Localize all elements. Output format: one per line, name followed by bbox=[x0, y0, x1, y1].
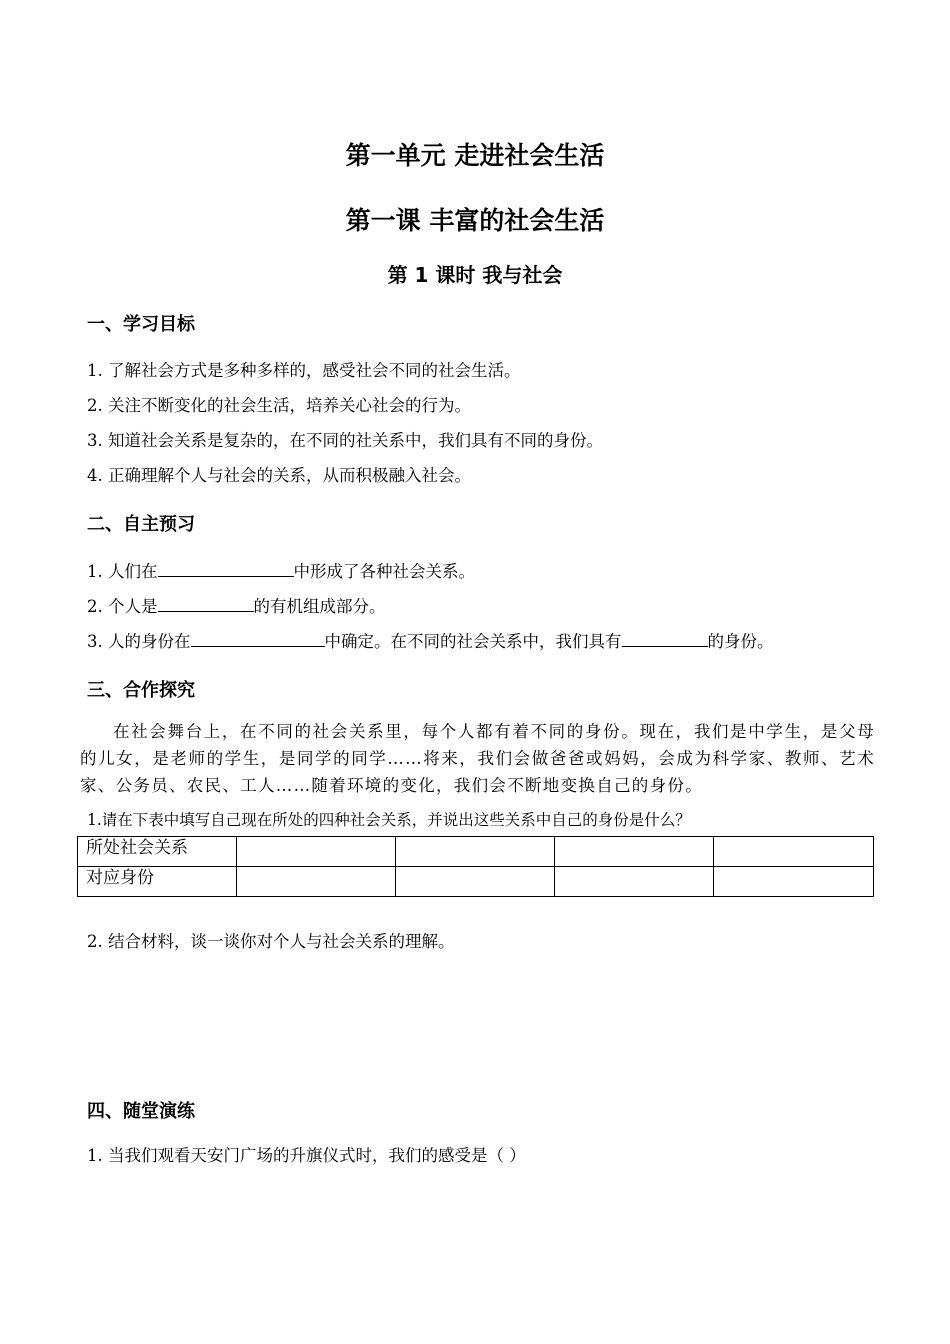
table-label-identity: 对应身份 bbox=[78, 867, 237, 897]
objective-item: 2. 关注不断变化的社会生活，培养关心社会的行为。 bbox=[87, 396, 471, 415]
section-heading-preview: 二、自主预习 bbox=[87, 514, 195, 535]
period-title: 第 1 课时 我与社会 bbox=[387, 263, 563, 287]
table-cell[interactable] bbox=[237, 867, 396, 897]
fill-blank[interactable] bbox=[191, 628, 325, 647]
preview-q2-before: 2. 个人是 bbox=[87, 597, 158, 616]
fill-blank[interactable] bbox=[158, 558, 294, 577]
objective-item: 4. 正确理解个人与社会的关系，从而积极融入社会。 bbox=[87, 466, 471, 485]
table-row bbox=[78, 867, 874, 897]
inquiry-paragraph: 在社会舞台上，在不同的社会关系里，每个人都有着不同的身份。现在，我们是中学生，是父母的儿女，是老师的学生，是同学的同学……将来，我们会做爸爸或妈妈，会成为科学家、教师、艺术家、公务员、农民、工人……随着环境的变化，我们会不断地变换自己的身份。 bbox=[80, 722, 875, 795]
preview-question-3 bbox=[87, 628, 774, 652]
lesson-title: 第一课 丰富的社会生活 bbox=[345, 206, 605, 235]
table-cell[interactable] bbox=[237, 837, 396, 867]
table-label-relations: 所处社会关系 bbox=[78, 837, 237, 867]
preview-question-2 bbox=[87, 593, 386, 617]
relationship-table bbox=[77, 836, 874, 897]
preview-q3-middle: 中确定。在不同的社会关系中，我们具有 bbox=[324, 632, 622, 651]
inquiry-question-2: 2. 结合材料，谈一谈你对个人与社会关系的理解。 bbox=[87, 932, 455, 951]
preview-q1-after: 中形成了各种社会关系。 bbox=[293, 562, 475, 581]
table-cell[interactable] bbox=[396, 867, 555, 897]
fill-blank[interactable] bbox=[158, 593, 254, 612]
objective-item: 3. 知道社会关系是复杂的，在不同的社关系中，我们具有不同的身份。 bbox=[87, 431, 603, 450]
preview-q3-before: 3. 人的身份在 bbox=[87, 632, 191, 651]
preview-q3-after: 的身份。 bbox=[707, 632, 774, 651]
section-heading-inquiry: 三、合作探究 bbox=[87, 680, 195, 701]
inquiry-question-1: 1.请在下表中填写自己现在所处的四种社会关系，并说出这些关系中自己的身份是什么？ bbox=[87, 811, 691, 829]
table-cell[interactable] bbox=[555, 837, 714, 867]
objective-item: 1. 了解社会方式是多种多样的，感受社会不同的社会生活。 bbox=[87, 361, 521, 380]
table-cell[interactable] bbox=[396, 837, 555, 867]
preview-q2-after: 的有机组成部分。 bbox=[253, 597, 386, 616]
unit-title: 第一单元 走进社会生活 bbox=[345, 141, 605, 170]
fill-blank[interactable] bbox=[622, 628, 708, 647]
preview-question-1 bbox=[87, 558, 475, 582]
section-heading-objectives: 一、学习目标 bbox=[87, 314, 195, 335]
table-cell[interactable] bbox=[714, 837, 874, 867]
practice-question-1: 1. 当我们观看天安门广场的升旗仪式时，我们的感受是（ ） bbox=[87, 1146, 526, 1165]
table-row bbox=[78, 837, 874, 867]
table-cell[interactable] bbox=[555, 867, 714, 897]
section-heading-practice: 四、随堂演练 bbox=[87, 1101, 195, 1122]
preview-q1-before: 1. 人们在 bbox=[87, 562, 158, 581]
table-cell[interactable] bbox=[714, 867, 874, 897]
